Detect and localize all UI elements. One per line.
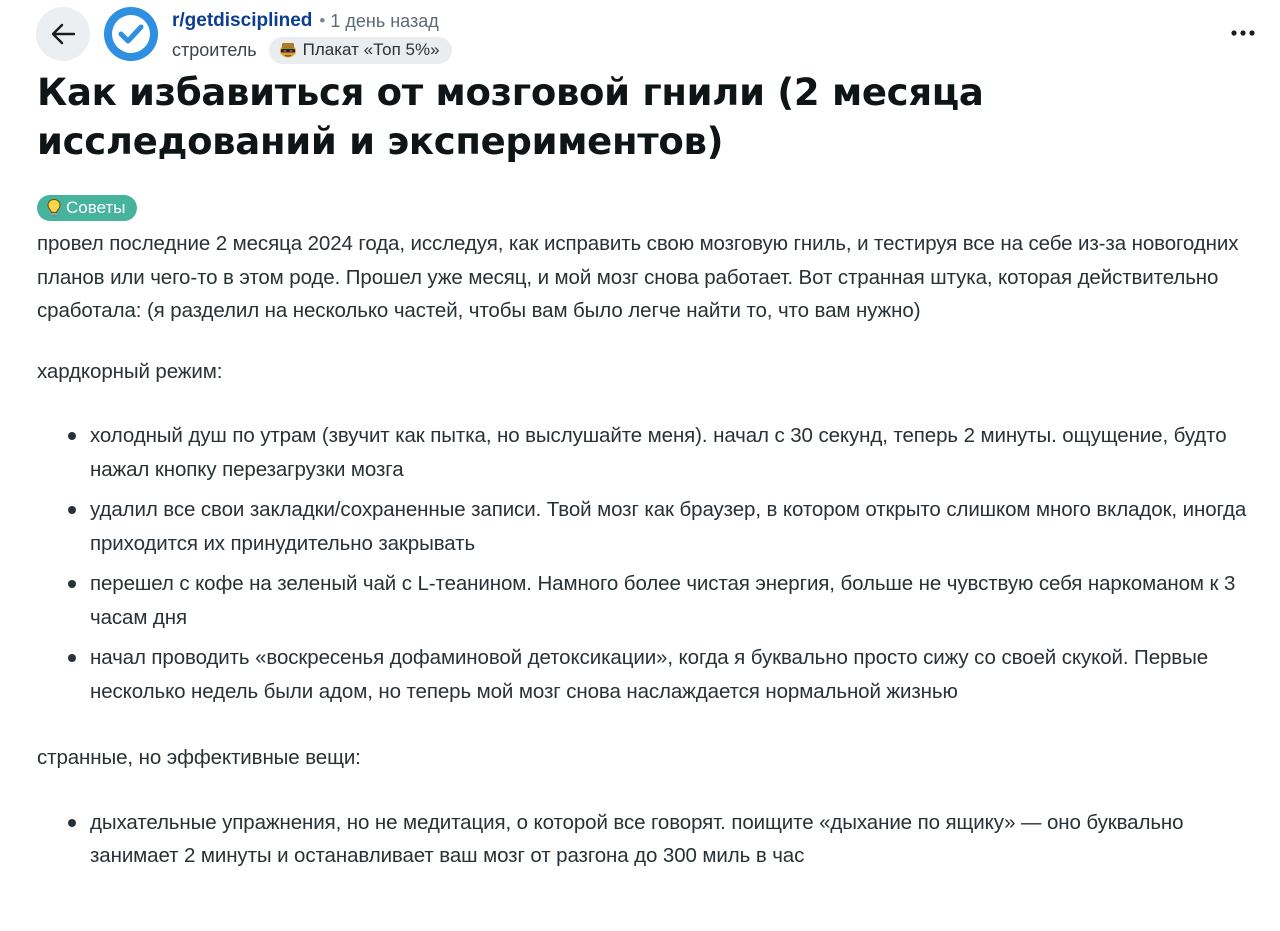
list-item: перешел с кофе на зеленый чай с L-теанином. Намного более чистая энергия, больше не чувствую себя наркоманом к 3 часам дня bbox=[37, 567, 1265, 634]
user-flair-badge bbox=[269, 37, 452, 64]
poster-emoji-icon bbox=[278, 40, 298, 60]
post-flair-label: Советы bbox=[66, 198, 126, 217]
meta-separator: • bbox=[319, 11, 326, 30]
post-flair-badge[interactable] bbox=[37, 195, 137, 221]
more-horizontal-icon bbox=[1231, 29, 1255, 37]
post-meta bbox=[172, 9, 452, 64]
more-options-button[interactable] bbox=[1228, 18, 1258, 48]
list-item: начал проводить «воскресенья дофаминовой детоксикации», когда я буквально просто сижу со своей скукой. Первые несколько недель были адом, но теперь мой мозг снова наслаждается нормальной жизнью bbox=[37, 641, 1265, 708]
post-body bbox=[37, 227, 1265, 880]
post-time: 1 день назад bbox=[330, 10, 439, 31]
section-heading-weird: странные, но эффективные вещи: bbox=[37, 746, 361, 769]
post-intro: провел последние 2 месяца 2024 года, исследуя, как исправить свою мозговую гниль, и тестируя все на себе из-за новогодних планов или чего-то в этом роде. Прошел уже месяц, и мой мозг снова работает. Вот странная штука, которая действительно сработала: (я разделил на несколько частей, чтобы вам было легче найти то, что вам нужно) bbox=[37, 232, 1239, 322]
author-username[interactable]: строитель bbox=[172, 39, 257, 60]
back-button[interactable] bbox=[36, 7, 90, 61]
subreddit-avatar[interactable] bbox=[104, 7, 158, 61]
arrow-left-icon bbox=[50, 21, 76, 47]
subreddit-link[interactable]: r/getdisciplined bbox=[172, 10, 313, 31]
list-item: дыхательные упражнения, но не медитация, о которой все говорят. поищите «дыхание по ящику» — оно буквально занимает 2 минуты и останавливает ваш мозг от разгона до 300 миль в час bbox=[37, 806, 1265, 873]
hardcore-list bbox=[37, 419, 1265, 708]
post-title: Как избавиться от мозговой гнили (2 месяца исследований и экспериментов) bbox=[37, 71, 984, 163]
lightbulb-icon bbox=[46, 198, 62, 218]
list-item: холодный душ по утрам (звучит как пытка, но выслушайте меня). начал с 30 секунд, теперь 2 минуты. ощущение, будто нажал кнопку перезагрузки мозга bbox=[37, 419, 1265, 486]
user-flair-label: Плакат «Топ 5%» bbox=[302, 40, 440, 59]
checkmark-icon bbox=[104, 7, 158, 61]
weird-list bbox=[37, 806, 1265, 873]
list-item: удалил все свои закладки/сохраненные записи. Твой мозг как браузер, в котором открыто слишком много вкладок, иногда приходится их принудительно закрывать bbox=[37, 493, 1265, 560]
section-heading-hardcore: хардкорный режим: bbox=[37, 359, 223, 383]
